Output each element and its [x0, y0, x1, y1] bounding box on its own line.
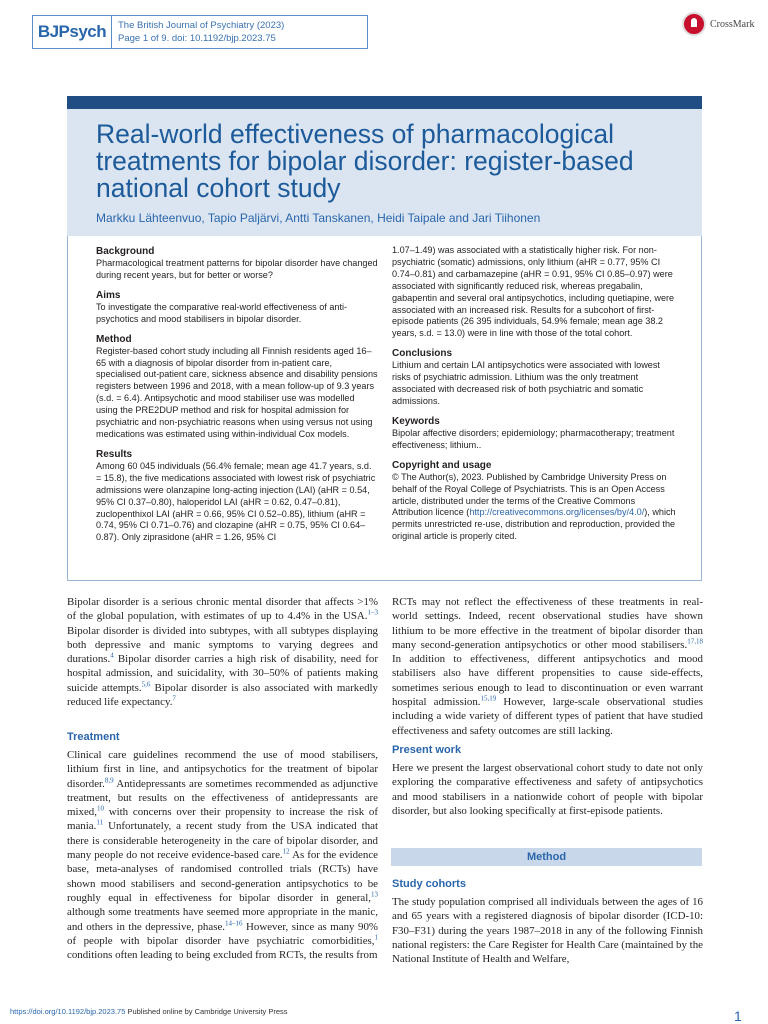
page-number: 1	[734, 1008, 742, 1024]
background-heading: Background	[96, 246, 155, 257]
treatment-paragraph: Clinical care guidelines recommend the use of mood stabilisers, lithium first in line, and antipsychotics for the treatment of bipolar disorder.$^{8,9}$ Antidepressants are sometimes recommended as adjunctive treatment, but results on the effectiveness of antidepressants are mixed,$^{10}$ with concerns over their propensity to increase the risk of mania.$^{11}$ Unfortunately, a recent study from the USA indicated that there is considerable heterogeneity in the care of bipolar disorder, and many people do not receive evidence-based care.$^{12}$ As for the evidence base, meta-analyses of randomised controlled trials (RCTs) have shown mood stabilisers and second-generation antipsychotics to be roughly equal in effectiveness for bipolar disorder in general,$^{13}$ although some treatments have seemed more appropriate in the manic, and others in the depressive, phase.$^{14-16}$ However, since as many 90% of people with bipolar disorder have psychiatric comorbidities,$^1$ conditions often leading to being excluded from RCTs, the results from	[67, 749, 379, 962]
results-text: Among 60 045 individuals (56.4% female; mean age 41.7 years, s.d. = 15.8), the five medications associated with lowest risk of psychiatric admissions were olanzapine long-acting injection (LAI) (aHR = 0.54, 95% CI 0.37–0.80), haloperidol LAI (aHR = 0.62, 0.47–0.81), zuclopenthixol LAI (aHR = 0.66, 95% CI 0.52–0.85), lithium (aHR = 0.74, 95% CI 0.71–0.76) and clozapine (aHR = 0.75, 95% CI 0.64–0.87). Only ziprasidone (aHR = 1.26, 95% CI	[96, 460, 376, 543]
journal-info	[112, 16, 290, 48]
citation[interactable]: 8,9	[104, 775, 114, 784]
treatment-heading: Treatment	[67, 731, 120, 743]
citation[interactable]: 4	[110, 651, 114, 660]
present-work-heading: Present work	[392, 744, 462, 756]
intro-paragraph: Bipolar disorder is a serious chronic mental disorder that affects >1% of the global population, with estimates of up to 4.4% in the USA.$^{1-3}$ Bipolar disorder is divided into subtypes, with all subtypes displaying both depressive and manic symptoms to varying degrees and durations.$^4$ Bipolar disorder carries a high risk of disability, need for hospital admission, and suicidality, with 30–50% of patients making suicide attempts.$^{5,6}$ Bipolar disorder is also associated with markedly reduced life expectancy.$^7$	[67, 596, 378, 709]
journal-name: The British Journal of Psychiatry (2023)	[118, 20, 285, 31]
results-continued: 1.07–1.49) was associated with a statistically higher risk. For non-psychiatric (somatic) admissions, only lithium (aHR = 0.77, 95% CI 0.74–0.81) and carbamazepine (aHR = 0.91, 95% CI 0.85–0.97) were associated with significantly reduced risk, whereas pregabalin, gabapentin and several oral antipsychotics, including quetiapine, were associated with an increased risk. Results for a subcohort of first-episode patients (26 395 individuals, 54.9% female; mean age 38.2 years, s.d. = 13.0) were in line with those of the total cohort.	[392, 245, 675, 339]
doi-link[interactable]: https://doi.org/10.1192/bjp.2023.75	[10, 1007, 126, 1016]
page-footer	[10, 1007, 288, 1016]
citation[interactable]: 17,18	[687, 637, 703, 646]
title-accent-bar	[67, 96, 702, 109]
citation[interactable]: 13	[371, 890, 378, 899]
crossmark-label: CrossMark	[710, 18, 755, 30]
bjpsych-logo[interactable]: BJPsych	[33, 16, 112, 48]
background-text: Pharmacological treatment patterns for bipolar disorder have changed during recent years, but for better or worse?	[96, 258, 378, 280]
authors: Markku Lähteenvuo, Tapio Paljärvi, Antti Tanskanen, Heidi Taipale and Jari Tiihonen	[96, 211, 541, 225]
aims-text: To investigate the comparative real-world effectiveness of anti-psychotics and mood stabilisers in bipolar disorder.	[96, 301, 348, 324]
copyright-heading: Copyright and usage	[392, 459, 492, 471]
abstract-left-column	[96, 245, 378, 544]
citation[interactable]: 11	[96, 818, 104, 827]
citation[interactable]: 1–3	[367, 608, 378, 617]
citation[interactable]: 12	[282, 847, 290, 856]
method-heading: Method	[96, 333, 132, 345]
present-work-paragraph: Here we present the largest observational cohort study to date not only exploring the comparative effectiveness and safety of antipsychotics and mood stabilisers in a nationwide cohort of people with bipolar disorder, but also looking specifically at first-episode patients.	[392, 762, 703, 817]
right-intro-paragraph: RCTs may not reflect the effectiveness of these treatments in real-world settings. Indeed, recent observational studies have shown lithium to be more effective in the treatment of bipolar disorder than many second-generation antipsychotics or other mood stabilisers.$^{17,18}$ In addition to effectiveness, different antipsychotics and mood stabilisers also have different propensities to cause side-effects, sometimes serious enough to lead to discontinuation or even warrant hospital admission.$^{15,19}$ However, large-scale observational studies including a wide variety of different types of patient that have studied effectiveness and safety outcomes are still lacking.	[392, 596, 703, 737]
citation[interactable]: 15,19	[480, 694, 497, 703]
article-title: Real-world effectiveness of pharmacological treatments for bipolar disorder: register-based national cohort study	[96, 119, 634, 203]
citation[interactable]: 1	[374, 933, 378, 942]
keywords-heading: Keywords	[392, 415, 440, 427]
citation[interactable]: 10	[96, 804, 104, 813]
conclusions-heading: Conclusions	[392, 348, 453, 360]
conclusions-text: Lithium and certain LAI antipsychotics were associated with lowest risks of psychiatric admission. Lithium was the only treatment associated with decreased risk of both psychiatric and somatic admissions.	[392, 360, 660, 406]
crossmark-badge[interactable]	[682, 12, 754, 36]
citation[interactable]: 5,6	[141, 680, 151, 689]
page-doi: Page 1 of 9. doi: 10.1192/bjp.2023.75	[118, 33, 276, 44]
citation[interactable]: 7	[172, 694, 176, 703]
citation[interactable]: 14–16	[225, 918, 243, 927]
study-cohorts-paragraph: The study population comprised all individuals between the ages of 16 and 65 years with a registered diagnosis of bipolar disorder (ICD-10: F30–F31) during the years 1987–2018 in any of the following Finnish national registers: the Care Register for Health Care (maintained by the National Institute of Health and Welfare,	[392, 896, 703, 966]
license-link[interactable]: http://creativecommons.org/licenses/by/4.0/	[469, 507, 645, 518]
method-text: Register-based cohort study including all Finnish residents aged 16–65 with a diagnosis of bipolar disorder from in-patient care, specialised out-patient care, sickness absence and disability pensions registers between 1996 and 2018, with a mean follow-up of 9.3 years (s.d. = 6.4). Antipsychotic and mood stabiliser use was modelled using the PRE2DUP method and risk for hospital admission for psychiatric and non-psychiatric reasons when using versus not using medications was estimated using within-individual Cox models.	[96, 345, 378, 439]
aims-heading: Aims	[96, 289, 121, 301]
results-heading: Results	[96, 448, 133, 460]
publisher-note: Published online by Cambridge University Press	[125, 1007, 288, 1016]
crossmark-icon	[682, 12, 706, 36]
abstract-right-column	[392, 245, 677, 543]
copyright-text: © The Author(s), 2023. Published by Cambridge University Press on behalf of the Royal College of Psychiatrists. This is an Open Access article, distributed under the terms of the Creative Commons Attribution licence (http://creativecommons.org/licenses/by/4.0/), which permits unrestricted re-use, distribution and reproduction, provided the original article is properly cited.	[392, 471, 676, 542]
keywords-text: Bipolar affective disorders; epidemiology; pharmacotherapy; treatment effectiveness; lithium..	[392, 427, 675, 450]
study-cohorts-heading: Study cohorts	[392, 878, 466, 890]
journal-header	[32, 15, 368, 49]
method-section-bar: Method	[391, 848, 702, 866]
